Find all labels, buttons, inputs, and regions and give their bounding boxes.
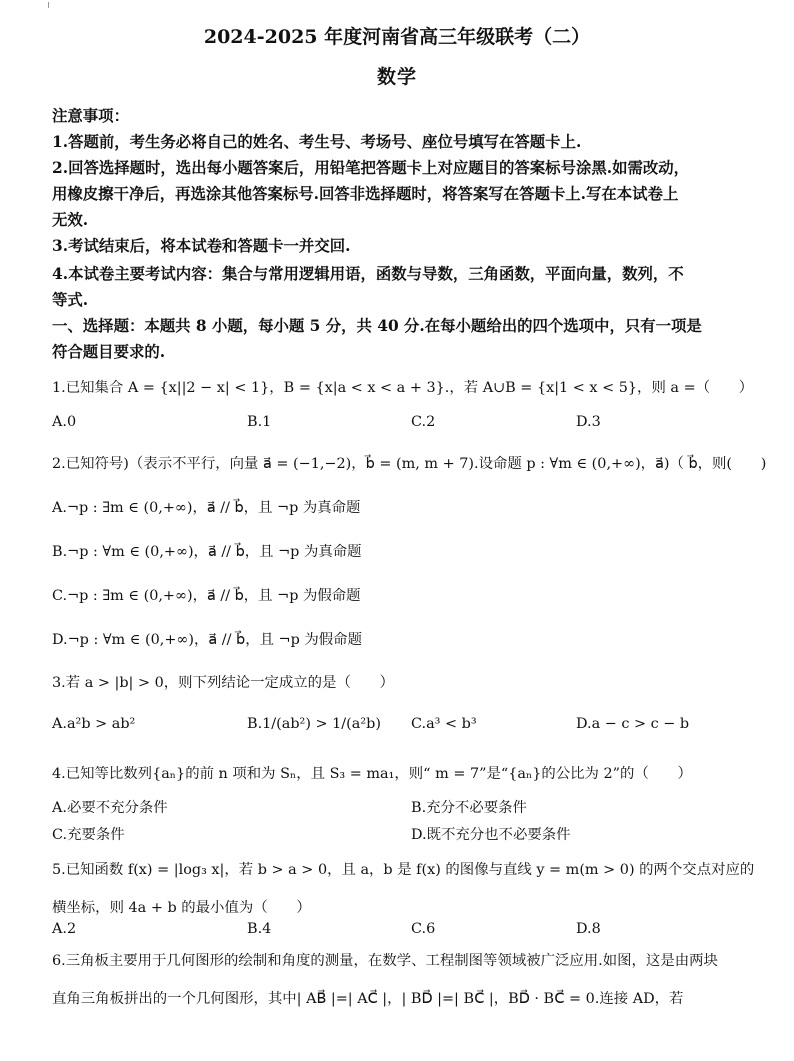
section-heading-line-1: 一、选择题：本题共 8 小题，每小题 5 分，共 40 分.在每小题给出的四个选项中，只有一项是: [52, 317, 702, 335]
notice-line-7: 等式.: [52, 291, 89, 309]
notice-line-4: 无效.: [52, 211, 89, 229]
question-2-option-a: A.¬p : ∃m ∈ (0,+∞)，a⃗ // b⃗，且 ¬p 为真命题: [52, 500, 361, 516]
question-5-option-c: C.6: [411, 921, 436, 937]
exam-title: 2024-2025 年度河南省高三年级联考（二）: [203, 26, 591, 48]
question-2-stem: 2.已知符号)（表示不平行，向量 a⃗ = (−1,−2)，b⃗ = (m, m + 7).设命题 p : ∀m ∈ (0,+∞)，a⃗)（ b⃗，则( ): [52, 456, 767, 472]
question-5-option-d: D.8: [576, 921, 601, 937]
question-6-stem-line-2: 直角三角板拼出的一个几何图形，其中| AB⃗ |=| AC⃗ |，| BD⃗ |=| BC⃗ |，BD⃗ · BC⃗ = 0.连接 AD，若: [52, 991, 684, 1007]
question-5-option-b: B.4: [247, 921, 272, 937]
question-1-stem: 1.已知集合 A = {x||2 − x| < 1}，B = {x|a < x < a + 3}.，若 A∪B = {x|1 < x < 5}，则 a =（ ）: [52, 380, 754, 396]
question-2-option-c: C.¬p : ∃m ∈ (0,+∞)，a⃗ // b⃗，且 ¬p 为假命题: [52, 588, 361, 604]
section-heading-line-2: 符合题目要求的.: [52, 343, 166, 361]
question-1-option-b: B.1: [247, 414, 272, 430]
question-2-option-d: D.¬p : ∀m ∈ (0,+∞)，a⃗ // b⃗，且 ¬p 为假命题: [52, 632, 362, 648]
question-4-option-d: D.既不充分也不必要条件: [411, 827, 571, 843]
question-6-stem-line-1: 6.三角板主要用于几何图形的绘制和角度的测量，在数学、工程制图等领域被广泛应用.如图，这是由两块: [52, 953, 718, 969]
question-3-option-c: C.a³ < b³: [411, 716, 477, 732]
question-1-option-a: A.0: [52, 414, 77, 430]
subject-title: 数学: [376, 66, 417, 88]
notice-line-6: 4.本试卷主要考试内容：集合与常用逻辑用语，函数与导数，三角函数，平面向量，数列，不: [52, 265, 684, 283]
question-4-stem: 4.已知等比数列{aₙ}的前 n 项和为 Sₙ，且 S₃ = ma₁，则“ m = 7”是“{aₙ}的公比为 2”的（ ）: [52, 766, 692, 782]
notice-line-2: 2.回答选择题时，选出每小题答案后，用铅笔把答题卡上对应题目的答案标号涂黑.如需改动，: [52, 159, 690, 177]
question-4-option-a: A.必要不充分条件: [52, 800, 168, 816]
notice-line-1: 1.答题前，考生务必将自己的姓名、考生号、考场号、座位号填写在答题卡上.: [52, 133, 582, 151]
page-corner-mark: [48, 2, 49, 8]
notice-heading: 注意事项：: [52, 107, 129, 125]
question-3-stem: 3.若 a > |b| > 0，则下列结论一定成立的是（ ）: [52, 675, 395, 691]
question-2-option-b: B.¬p : ∀m ∈ (0,+∞)，a⃗ // b⃗，且 ¬p 为真命题: [52, 544, 362, 560]
question-1-option-c: C.2: [411, 414, 436, 430]
question-5-stem-line-1: 5.已知函数 f(x) = |log₃ x|，若 b > a > 0，且 a，b 是 f(x) 的图像与直线 y = m(m > 0) 的两个交点对应的: [52, 862, 755, 878]
question-1-option-d: D.3: [576, 414, 601, 430]
notice-line-5: 3.考试结束后，将本试卷和答题卡一并交回.: [52, 237, 351, 255]
question-4-option-b: B.充分不必要条件: [411, 800, 527, 816]
question-3-option-a: A.a²b > ab²: [52, 716, 136, 732]
question-3-option-d: D.a − c > c − b: [576, 716, 690, 732]
question-4-option-c: C.充要条件: [52, 827, 125, 843]
question-5-option-a: A.2: [52, 921, 77, 937]
question-5-stem-line-2: 横坐标，则 4a + b 的最小值为（ ）: [52, 900, 311, 916]
question-3-option-b: B.1/(ab²) > 1/(a²b): [247, 716, 381, 732]
notice-line-3: 用橡皮擦干净后，再选涂其他答案标号.回答非选择题时，将答案写在答题卡上.写在本试卷上: [52, 185, 679, 203]
